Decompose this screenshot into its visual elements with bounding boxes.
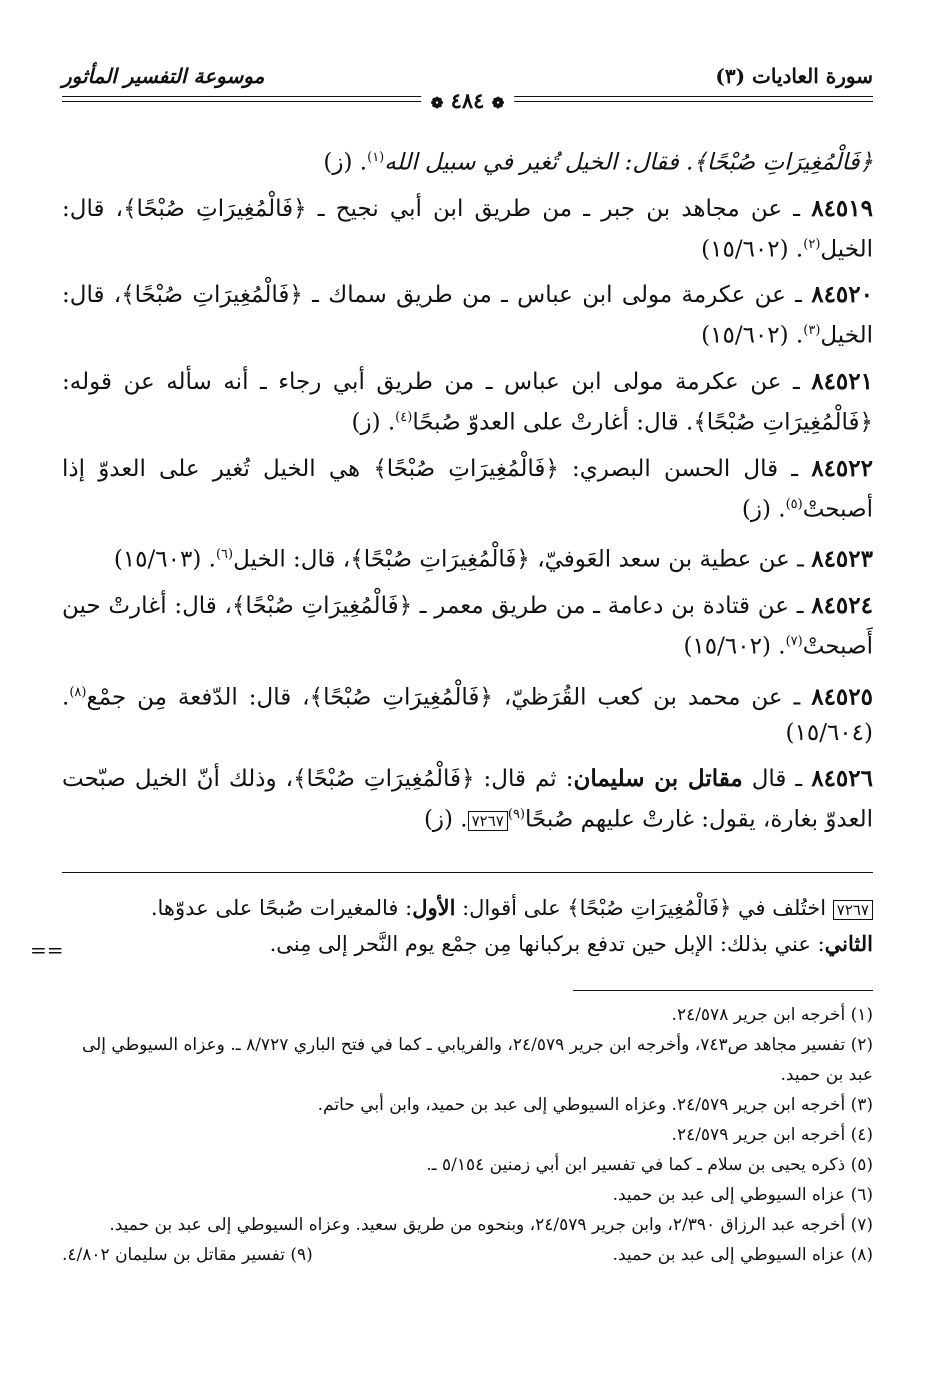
note-label-first: الأول bbox=[412, 895, 456, 920]
entry-number: ٨٤٥٢٤ bbox=[811, 591, 873, 619]
footnote-ref: (٣) bbox=[803, 323, 821, 339]
note-number-box: ٧٢٦٧ bbox=[833, 900, 873, 920]
footnote-5: (٥) ذكره يحيى بن سلام ـ كما في تفسير ابن أبي زمنين ٥/١٥٤ ـ. bbox=[426, 1155, 873, 1175]
note-label-second: الثاني bbox=[824, 931, 873, 956]
entry-84523: ٨٤٥٢٣ ـ عن عطية بن سعد العَوفيّ، ﴿فَالْمُغِيرَاتِ صُبْحًا﴾، قال: الخيل$^{(٦)}$. (١٥/٦٠٣) bbox=[113, 545, 873, 573]
footnote-ref: (٢) bbox=[803, 236, 821, 252]
page-number-value: ٤٨٤ bbox=[450, 88, 485, 113]
entry-84525: ٨٤٥٢٥ ـ عن محمد بن كعب القُرَظيّ، ﴿فَالْمُغِيرَاتِ صُبْحًا﴾، قال: الدّفعة مِن جمْع$^{(٨)}$. (١٥/٦٠٤) bbox=[62, 683, 873, 747]
entry-84524: ٨٤٥٢٤ ـ عن قتادة بن دعامة ـ من طريق معمر ـ ﴿فَالْمُغِيرَاتِ صُبْحًا﴾، قال: أغارتْ حين أَصبحتْ$^{(٧)}$. (١٥/٦٠٢) bbox=[62, 591, 873, 660]
entry-84521: ٨٤٥٢١ ـ عن عكرمة مولى ابن عباس ـ من طريق أبي رجاء ـ أنه سأله عن قوله: ﴿فَالْمُغِيرَاتِ صُبْحًا﴾. قال: أغارتْ على العدوّ صُبحًا$^{(٤)}$. (ز) bbox=[62, 367, 873, 436]
footnote-2: (٢) تفسير مجاهد ص٧٤٣، وأخرجه ابن جرير ٢٤/٥٧٩، والفريابي ـ كما في فتح الباري ٨/٧٢٧ ـ. وعزاه السيوطي إلى عبد بن حميد. bbox=[81, 1035, 873, 1085]
footnote-ref: (٩) bbox=[507, 807, 525, 823]
ornament-right-icon: ❁ bbox=[491, 94, 505, 112]
entry-number: ٨٤٥٢٢ bbox=[811, 454, 873, 482]
footnote-row-8-9 bbox=[62, 1240, 873, 1270]
footnote-6: (٦) عزاه السيوطي إلى عبد بن حميد. bbox=[612, 1185, 873, 1205]
entry-84520: ٨٤٥٢٠ ـ عن عكرمة مولى ابن عباس ـ من طريق سماك ـ ﴿فَالْمُغِيرَاتِ صُبْحًا﴾، قال: الخيل$^{(٣)}$. (١٥/٦٠٢) bbox=[62, 281, 873, 349]
footnote-4: (٤) أخرجه ابن جرير ٢٤/٥٧٩. bbox=[671, 1125, 873, 1145]
entry-number: ٨٤٥١٩ bbox=[811, 194, 873, 222]
book-title: موسوعة التفسير المأثور bbox=[62, 64, 265, 88]
page-number bbox=[421, 88, 515, 113]
editor-note: ٧٢٦٧ اختُلف في ﴿فَالْمُغِيرَاتِ صُبْحًا﴾ على أقوال: الأول: فالمغيرات صُبحًا على عدوّها. الثاني: عني بذلك: الإبل حين تدفع بركبانها مِن جمْع يوم النَّحر إلى مِنى. bbox=[150, 895, 873, 956]
entry-84519: ٨٤٥١٩ ـ عن مجاهد بن جبر ـ من طريق ابن أبي نجيح ـ ﴿فَالْمُغِيرَاتِ صُبْحًا﴾، قال: الخيل$^{(٢)}$. (١٥/٦٠٢) bbox=[62, 194, 873, 263]
entry-84526: ٨٤٥٢٦ ـ قال مقاتل بن سليمان: ثم قال: ﴿فَالْمُغِيرَاتِ صُبْحًا﴾، وذلك أنّ الخيل صبّحت العدوّ بغارة، يقول: غارتْ عليهم صُبحًا$^{(٩)}$٧٢٦٧. (ز) bbox=[62, 765, 873, 833]
footnotes bbox=[62, 1000, 873, 1270]
footnote-ref: (٦) bbox=[215, 547, 234, 563]
footnote-9: (٩) تفسير مقاتل بن سليمان ٤/٨٠٢. bbox=[62, 1245, 313, 1265]
entry-number: ٨٤٥٢٥ bbox=[811, 683, 873, 711]
surah-title: سورة العاديات (٣) bbox=[715, 64, 873, 88]
entry-number: ٨٤٥٢٦ bbox=[811, 765, 873, 793]
note-separator bbox=[62, 872, 873, 873]
entry-number: ٨٤٥٢١ bbox=[811, 367, 873, 395]
entry-number: ٨٤٥٢٣ bbox=[811, 545, 873, 573]
ornament-left-icon: ❁ bbox=[430, 94, 444, 112]
footnote-rule bbox=[573, 990, 873, 991]
entry-84522: ٨٤٥٢٢ ـ قال الحسن البصري: ﴿فَالْمُغِيرَاتِ صُبْحًا﴾ هي الخيل تُغير على العدوّ إذا أصبحتْ$^{(٥)}$. (ز) bbox=[62, 454, 873, 523]
footnote-1: (١) أخرجه ابن جرير ٢٤/٥٧٨. bbox=[671, 1005, 873, 1025]
footnote-ref: (١) bbox=[367, 150, 385, 165]
main-text bbox=[62, 140, 873, 848]
footnote-7: (٧) أخرجه عبد الرزاق ٢/٣٩٠، وابن جرير ٢٤/٥٧٩، وبنحوه من طريق سعيد. وعزاه السيوطي إلى عبد بن حميد. bbox=[109, 1215, 873, 1235]
footnote-3: (٣) أخرجه ابن جرير ٢٤/٥٧٩. وعزاه السيوطي إلى عبد بن حميد، وابن أبي حاتم. bbox=[317, 1095, 873, 1115]
footnote-ref: (٧) bbox=[785, 633, 803, 649]
note-ref-box: ٧٢٦٧ bbox=[468, 811, 508, 831]
footnote-ref: (٥) bbox=[785, 496, 803, 512]
entry-number: ٨٤٥٢٠ bbox=[811, 281, 873, 309]
author-name: مقاتل بن سليمان bbox=[573, 765, 743, 793]
footnote-8: (٨) عزاه السيوطي إلى عبد بن حميد. bbox=[612, 1245, 873, 1265]
footnote-ref: (٤) bbox=[395, 409, 413, 425]
continuation-marker: == bbox=[30, 938, 64, 962]
footnote-ref: (٨) bbox=[69, 684, 87, 700]
entry-continuation: ﴿فَالْمُغِيرَاتِ صُبْحًا﴾. فقال: الخيل تُغير في سبيل الله$^{(١)}$. (ز) bbox=[323, 149, 873, 176]
